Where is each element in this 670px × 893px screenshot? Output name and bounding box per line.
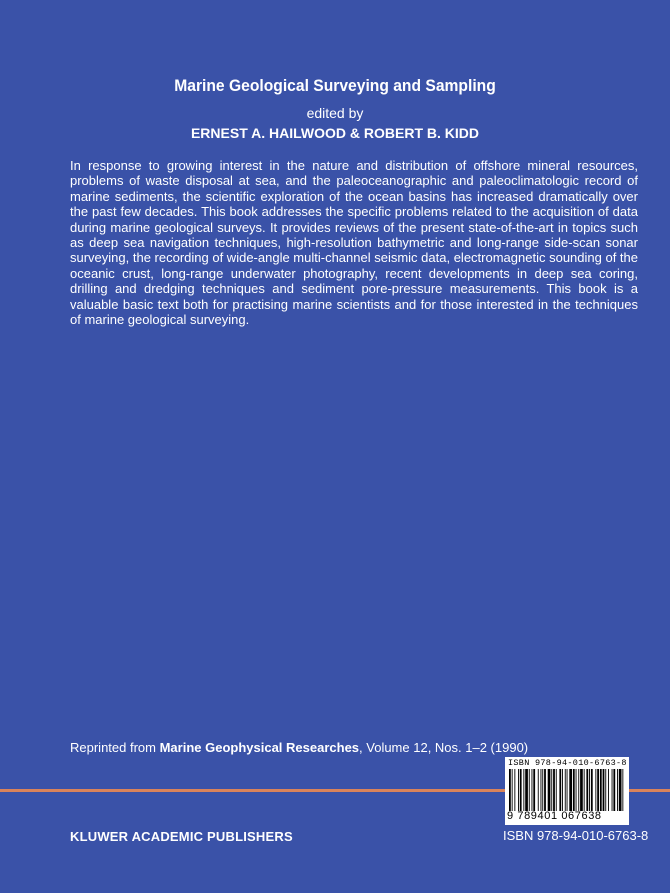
barcode-bar [509, 769, 511, 811]
book-description: In response to growing interest in the nature and distribution of offshore mineral resources, problems of waste disposal at sea, and the paleoceanographic and paleoclimatologic record of marine sediments, the scientific exploration of the ocean basins has increased dramatically over the past few decades. This book addresses the specific problems related to the acquisition of data during marine geological surveys. It provides reviews of the present state-of-the-art in topics such as deep sea navigation techniques, high-resolution bathymetric and long-range side-scan sonar surveying, the recording of wide-angle multi-channel seismic data, electromagnetic sounding of the oceanic crust, long-range underwater photography, recent developments in deep sea coring, drilling and dredging techniques and sediment pore-pressure measurements. This book is a valuable basic text both for practising marine scientists and for those interested in the techniques of marine geological surveying. [70, 158, 638, 328]
barcode-bar [512, 769, 513, 811]
reprint-journal: Marine Geophysical Researches [159, 740, 360, 755]
isbn-number: ISBN 978-94-010-6763-8 [503, 828, 649, 843]
barcode-bar [544, 769, 546, 811]
barcode-bar [523, 769, 524, 811]
barcode-bar [589, 769, 590, 811]
barcode-bar [542, 769, 543, 811]
barcode-bar [608, 769, 609, 811]
barcode-bar [553, 769, 555, 811]
reprint-suffix: , Volume 12, Nos. 1–2 (1990) [359, 740, 529, 755]
barcode-bar [573, 769, 575, 811]
barcode-bar [586, 769, 588, 811]
barcode-bar [617, 769, 618, 811]
barcode-bar [548, 769, 551, 811]
book-title: Marine Geological Surveying and Sampling [174, 76, 496, 95]
barcode-bar [533, 769, 535, 811]
barcode-bar [562, 769, 563, 811]
barcode-bar [605, 769, 606, 811]
barcode-bar [597, 769, 599, 811]
barcode-bar [538, 769, 539, 811]
authors: ERNEST A. HAILWOOD & ROBERT B. KIDD [190, 125, 480, 141]
barcode-bar [529, 769, 530, 811]
barcode-bar [569, 769, 572, 811]
barcode-bar [565, 769, 566, 811]
barcode-bar [591, 769, 593, 811]
barcode [505, 757, 629, 825]
barcode-bar [551, 769, 552, 811]
barcode-bar [576, 769, 577, 811]
barcode-bar [541, 769, 542, 811]
barcode-bar [612, 769, 613, 811]
barcode-bar [518, 769, 519, 811]
barcode-bar [520, 769, 522, 811]
barcode-bar [580, 769, 583, 811]
barcode-bar [556, 769, 557, 811]
barcode-bar [559, 769, 561, 811]
barcode-bar [603, 769, 605, 811]
publisher-name: KLUWER ACADEMIC PUBLISHERS [70, 829, 293, 844]
barcode-bar [613, 769, 615, 811]
barcode-bar [595, 769, 596, 811]
barcode-bar [567, 769, 568, 811]
barcode-bar [622, 769, 623, 811]
barcode-bar [600, 769, 602, 811]
barcode-bar [532, 769, 533, 811]
reprint-prefix: Reprinted from [70, 740, 160, 755]
barcode-bar [578, 769, 579, 811]
reprint-note [70, 740, 528, 755]
barcode-bar [584, 769, 585, 811]
barcode-bar [525, 769, 528, 811]
barcode-bar [514, 769, 515, 811]
barcode-bar [619, 769, 622, 811]
barcode-isbn-text: ISBN 978-94-010-6763-8 [508, 758, 627, 768]
edited-by-label: edited by [306, 105, 364, 121]
barcode-digits: 9 789401 067638 [507, 810, 602, 822]
barcode-bars [509, 769, 625, 811]
